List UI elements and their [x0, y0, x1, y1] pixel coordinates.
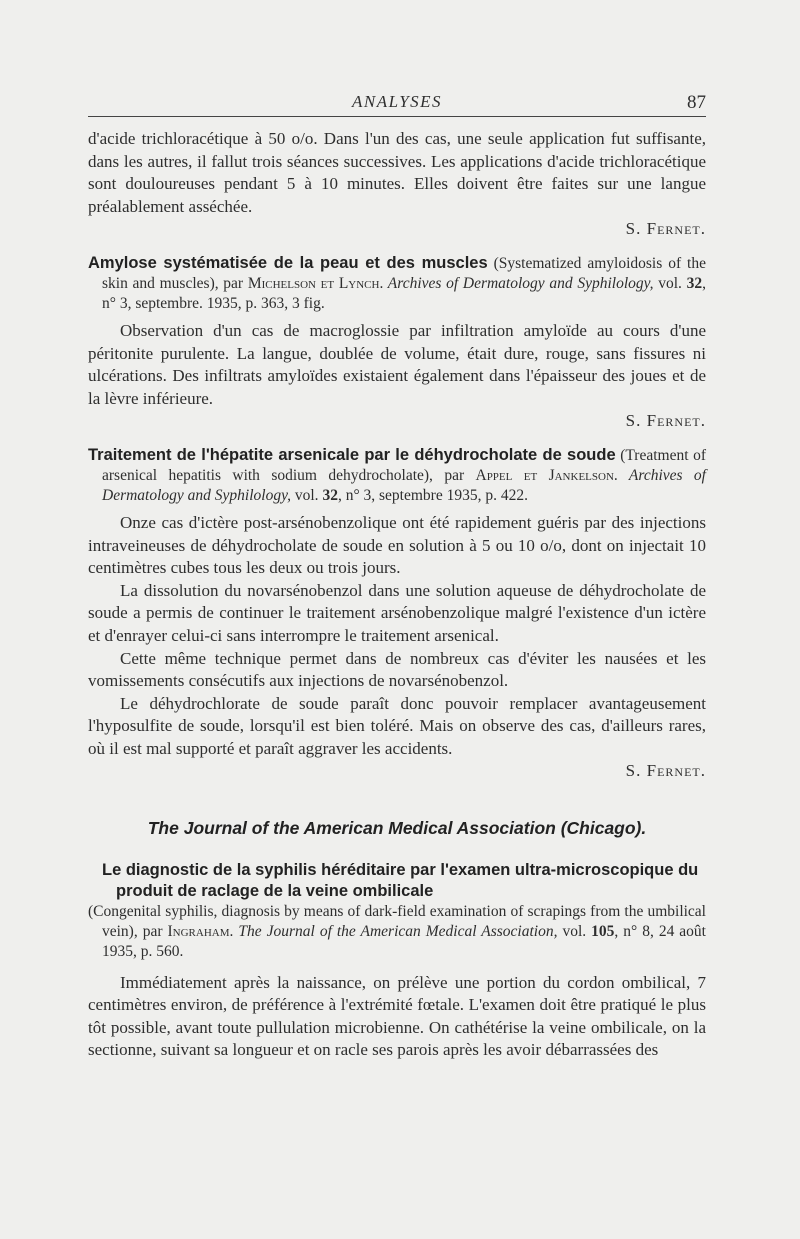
- article-reference: [88, 445, 706, 506]
- reference-details: , n° 3, septembre. 1935, p. 363, 3 fig.: [102, 274, 707, 312]
- reference-volume: 32: [686, 274, 703, 292]
- article-title: Traitement de l'hépatite arsenicale par le déhydrocholate de soude: [88, 445, 616, 464]
- reference-volume: 32: [322, 486, 338, 504]
- reference-journal: The Journal of the American Medical Association,: [233, 922, 558, 940]
- article-hepatite: [88, 445, 706, 783]
- page-header: [88, 92, 706, 117]
- article-paragraph: La dissolution du novarsénobenzol dans une solution aqueuse de déhydrocholate de soude a permis de continuer le traitement arsénobenzolique malgré l'existence d'un ictère et d'enrayer celui-ci sans interrompre le traitement arsenical.: [88, 580, 706, 645]
- article-amylose: [88, 253, 706, 433]
- article-signature: S. Fernet.: [625, 411, 706, 431]
- reference-vol-label: vol.: [653, 274, 687, 292]
- reference-line: [88, 902, 706, 962]
- article-paragraph: Le déhydrochlorate de soude paraît donc pouvoir remplacer avantageusement l'hyposulfite de soude, lorsqu'il est bien toléré. Mais on observe des cas, d'ailleurs rares, où il est mal supporté et paraît aggraver les accidents.: [88, 693, 706, 758]
- reference-journal: Archives of Dermatology and Syphilology,: [102, 466, 706, 504]
- article-title: Amylose systématisée de la peau et des muscles: [88, 253, 488, 272]
- reference-text: (Congenital syphilis, diagnosis by means of dark-field examination of scrapings from the umbilical vein), par: [88, 902, 706, 940]
- article-paragraph: Immédiatement après la naissance, on prélève une portion du cordon ombilical, 7 centimètres environ, de préférence à l'extrémité fœtale. L'examen doit être pratiqué le plus tôt possible, avant toute pullulation microbienne. On cathétérise la veine ombilicale, on la sectionne, suivant sa longueur et on racle ses parois après les avoir débarrassées des: [88, 972, 706, 1060]
- page-content: [88, 128, 706, 1062]
- article-signature: S. Fernet.: [625, 761, 706, 781]
- intro-paragraph: d'acide trichloracétique à 50 o/o. Dans l'un des cas, une seule application fut suffisante, dans les autres, il fallut trois séances successives. Les applications d'acide trichloracétique sont douloureuses pendant 5 à 10 minutes. Elles doivent être faites sur une langue préalablement asséchée.: [88, 129, 706, 216]
- reference-details: , n° 8, 24 août 1935, p. 560.: [102, 922, 706, 960]
- reference-volume: 105: [591, 922, 615, 940]
- reference-authors: Michelson et Lynch.: [247, 274, 384, 292]
- reference-text: (Systematized amyloidosis of the skin and muscles), par: [102, 254, 706, 292]
- reference-journal: Archives of Dermatology and Syphilology,: [383, 274, 654, 292]
- reference-authors: Appel et Jankelson.: [475, 466, 618, 484]
- intro-block: [88, 128, 706, 241]
- page-number: 87: [687, 92, 706, 113]
- article-paragraph: Cette même technique permet dans de nombreux cas d'éviter les nausées et les vomissements consécutifs aux injections de novarsénobenzol.: [88, 648, 706, 691]
- reference-vol-label: vol.: [557, 922, 592, 940]
- article-reference: [88, 860, 706, 962]
- journal-section-title: The Journal of the American Medical Association (Chicago).: [147, 818, 647, 839]
- reference-authors: Ingraham.: [167, 922, 234, 940]
- running-head: ANALYSES: [351, 92, 443, 111]
- intro-signature: S. Fernet.: [625, 219, 706, 239]
- article-paragraph: Observation d'un cas de macroglossie par infiltration amyloïde au cours d'une péritonite purulente. La langue, doublée de volume, était dure, rouge, sans fissures ni ulcérations. Des infiltrats amyloïdes existaient également dans l'épaisseur des joues et de la lèvre inférieure.: [88, 320, 706, 408]
- article-title: Le diagnostic de la syphilis héréditaire par l'examen ultra-microscopique du produit de raclage de la veine ombilicale: [102, 860, 699, 900]
- reference-text: (Treatment of arsenical hepatitis with sodium dehydrocholate), par: [102, 446, 706, 484]
- reference-details: , n° 3, septembre 1935, p. 422.: [337, 486, 528, 504]
- article-reference: [88, 253, 706, 314]
- reference-vol-label: vol.: [291, 486, 323, 504]
- article-syphilis: [88, 860, 706, 1062]
- article-paragraph: Onze cas d'ictère post-arsénobenzolique ont été rapidement guéris par des injections intraveineuses de déhydrocholate de soude en solution à 5 ou 10 o/o, dont on injectait 10 centimètres cubes tous les deux ou trois jours.: [88, 512, 706, 578]
